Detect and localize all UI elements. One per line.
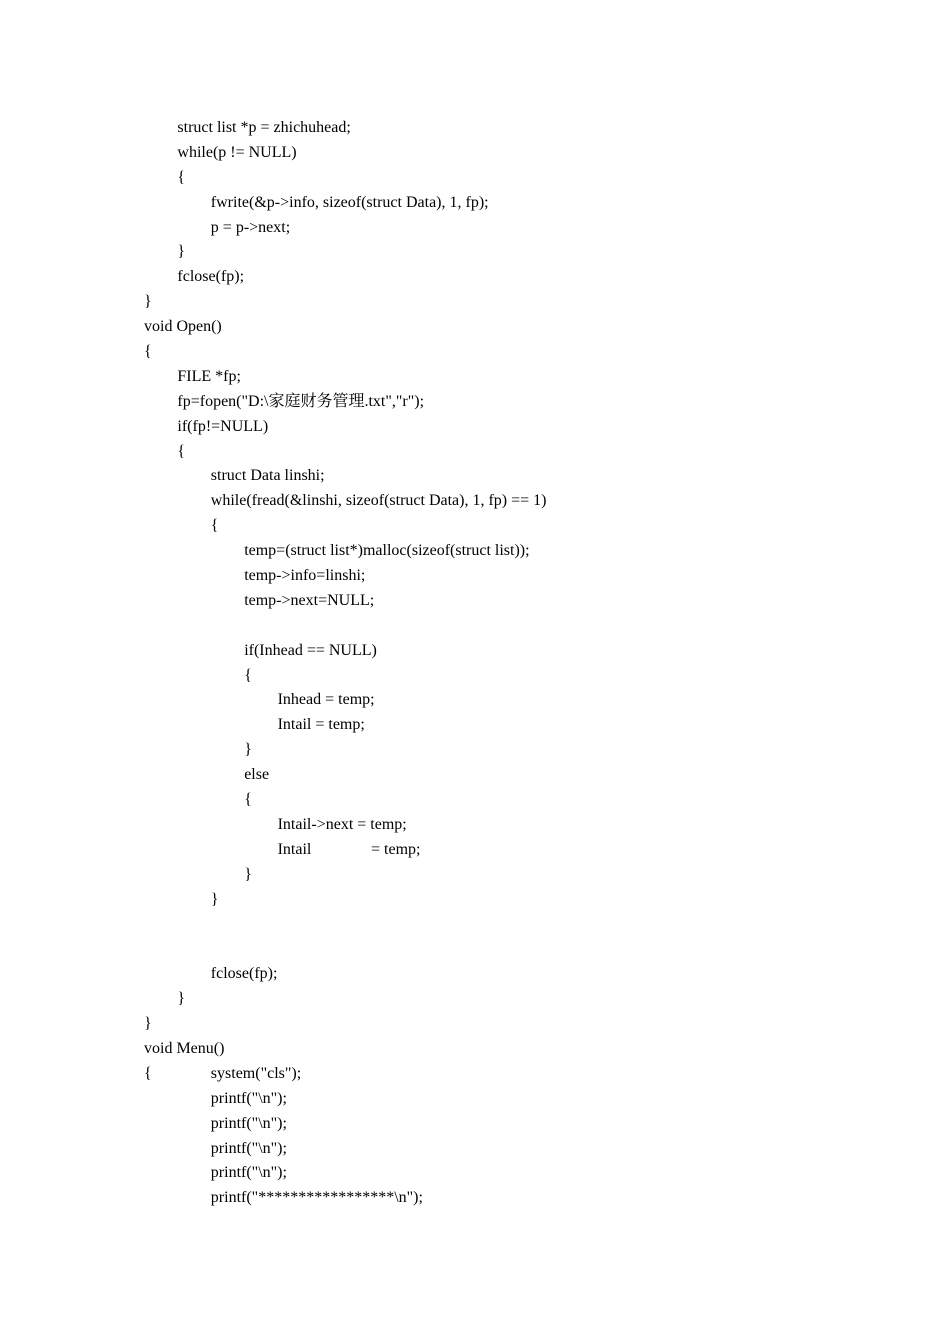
code-line [144,1037,904,1062]
code-line [144,913,904,938]
code-text: { [244,791,252,809]
code-line [144,539,904,564]
code-line [144,614,904,639]
code-text: while(fread(&linshi, sizeof(struct Data), 1, fp) == 1) [210,492,547,510]
code-line [144,464,904,489]
code-text: { [210,517,219,535]
code-text: p = p->next; [210,218,291,236]
code-text: else [244,766,270,784]
code-text: printf("*****************\n"); [210,1189,423,1207]
code-line [144,290,904,315]
code-line [144,962,904,987]
code-text: temp=(struct list*)malloc(sizeof(struct list)); [244,542,530,560]
code-text: Inhead = temp; [277,691,375,709]
code-text: void Open() [144,318,222,336]
code-text: } [210,890,219,908]
code-line [144,216,904,241]
code-line [144,365,904,390]
code-text: } [244,865,252,883]
code-line [144,888,904,913]
code-line [144,763,904,788]
code-text: printf("\n"); [210,1164,287,1182]
code-text: void Menu() [144,1039,225,1057]
code-text: struct Data linshi; [210,467,325,485]
code-line [144,838,904,863]
code-line [144,415,904,440]
code-listing [144,116,904,1211]
code-text: } [144,293,152,311]
code-line [144,564,904,589]
code-text: { [177,168,186,186]
code-line [144,440,904,465]
code-text: fp=fopen("D:\家庭财务管理.txt","r"); [177,392,425,410]
code-line [144,166,904,191]
code-text: fwrite(&p->info, sizeof(struct Data), 1, fp); [210,193,489,211]
code-text: Intail->next = temp; [277,815,407,833]
code-line [144,788,904,813]
code-text: if(Inhead == NULL) [244,641,377,659]
code-line [144,664,904,689]
code-line [144,340,904,365]
code-line [144,141,904,166]
code-text: printf("\n"); [210,1139,287,1157]
code-line [144,1062,904,1087]
code-text: } [144,1015,152,1033]
code-text: temp->next=NULL; [244,591,375,609]
code-line [144,315,904,340]
code-text: fclose(fp); [177,268,245,286]
code-line [144,589,904,614]
code-text-tab-segment: = temp; [371,840,421,858]
code-line [144,1161,904,1186]
code-line [144,738,904,763]
code-line [144,713,904,738]
code-text: } [177,990,186,1008]
code-text: } [244,741,252,759]
code-text: printf("\n"); [210,1089,287,1107]
code-line [144,863,904,888]
code-line [144,1012,904,1037]
code-text-tab-segment: system("cls"); [210,1064,302,1082]
code-text: temp->info=linshi; [244,567,366,585]
code-line [144,489,904,514]
code-line [144,390,904,415]
code-line [144,240,904,265]
code-line [144,116,904,141]
code-line [144,987,904,1012]
code-text: { [177,442,186,460]
code-line [144,937,904,962]
code-text: while(p != NULL) [177,143,297,161]
code-text: struct list *p = zhichuhead; [177,119,351,136]
code-text: if(fp!=NULL) [177,417,269,435]
code-line [144,1137,904,1162]
code-line [144,1087,904,1112]
code-line [144,1186,904,1211]
code-line [144,514,904,539]
code-text: { [244,666,252,684]
code-text: { [144,343,152,361]
code-line [144,1112,904,1137]
code-text: Intail [277,840,312,858]
code-text: { [144,1064,152,1082]
code-line [144,813,904,838]
code-line [144,639,904,664]
code-line [144,265,904,290]
code-line [144,688,904,713]
code-line [144,191,904,216]
code-text: } [177,243,186,261]
code-text: printf("\n"); [210,1114,287,1132]
code-text: fclose(fp); [210,965,278,983]
code-text: FILE *fp; [177,367,241,385]
code-text: Intail = temp; [277,716,365,734]
